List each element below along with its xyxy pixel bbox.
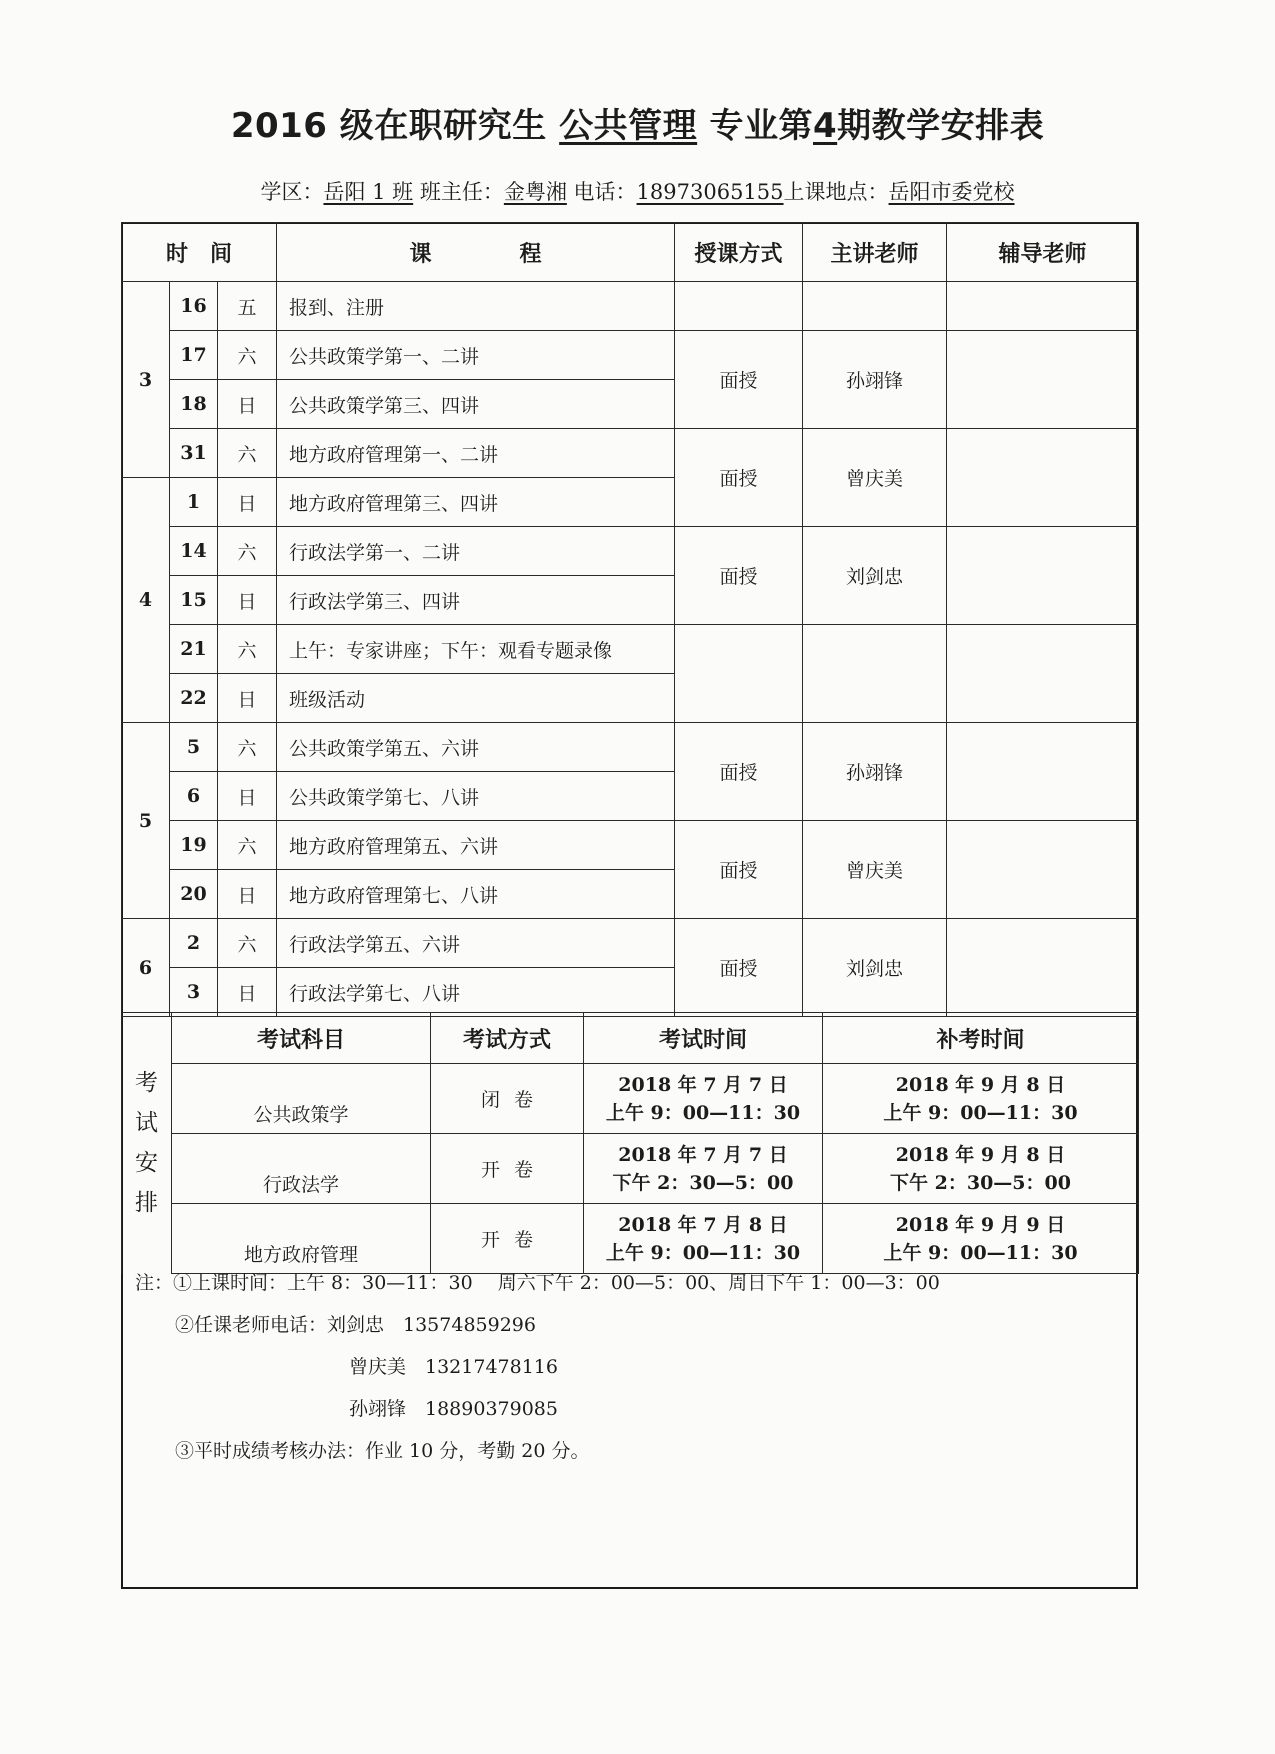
exam-time: 上午 9：00—11：30 xyxy=(605,1101,801,1124)
day-cell: 22 xyxy=(170,674,218,723)
makeup-datetime xyxy=(823,1064,1139,1134)
makeup-datetime xyxy=(823,1134,1139,1204)
day-cell: 1 xyxy=(170,478,218,527)
exam-datetime xyxy=(584,1064,823,1134)
lecturer-cell: 刘剑忠 xyxy=(803,919,947,1017)
exam-mode: 开卷 xyxy=(431,1134,584,1204)
header-tutor: 辅导老师 xyxy=(947,223,1139,282)
course-cell: 地方政府管理第一、二讲 xyxy=(277,429,675,478)
exam-time: 上午 9：00—11：30 xyxy=(605,1241,801,1264)
lecturer-cell xyxy=(803,282,947,331)
title-suffix: 期教学安排表 xyxy=(837,106,1045,146)
title-term: 4 xyxy=(812,106,838,146)
lecturer-cell: 曾庆美 xyxy=(803,821,947,919)
phone-value: 18973065155 xyxy=(636,180,784,204)
table-row xyxy=(122,723,1139,772)
course-cell: 公共政策学第三、四讲 xyxy=(277,380,675,429)
makeup-date: 2018 年 9 月 9 日 xyxy=(895,1213,1066,1236)
weekday-cell: 六 xyxy=(218,821,277,870)
lecturer-cell: 孙翊锋 xyxy=(803,723,947,821)
mode-cell: 面授 xyxy=(675,821,803,919)
day-cell: 17 xyxy=(170,331,218,380)
tutor-cell xyxy=(947,625,1139,723)
exam-subject: 公共政策学 xyxy=(172,1064,431,1134)
day-cell: 6 xyxy=(170,772,218,821)
exam-subject: 地方政府管理 xyxy=(172,1204,431,1274)
location-label: 上课地点： xyxy=(783,180,889,204)
head-value: 金粤湘 xyxy=(503,180,567,204)
exam-arrangement-table xyxy=(121,1012,1139,1274)
tutor-cell xyxy=(947,331,1139,429)
course-cell: 上午：专家讲座；下午：观看专题录像 xyxy=(277,625,675,674)
day-cell: 5 xyxy=(170,723,218,772)
teaching-schedule-table xyxy=(121,222,1139,1017)
weekday-cell: 日 xyxy=(218,772,277,821)
mode-cell: 面授 xyxy=(675,429,803,527)
exam-datetime xyxy=(584,1134,823,1204)
head-label: 班主任： xyxy=(419,180,504,204)
lecturer-cell: 曾庆美 xyxy=(803,429,947,527)
month-cell: 6 xyxy=(122,919,170,1017)
title-major: 公共管理 xyxy=(559,106,698,146)
lecturer-cell: 刘剑忠 xyxy=(803,527,947,625)
weekday-cell: 六 xyxy=(218,723,277,772)
tutor-cell xyxy=(947,723,1139,821)
weekday-cell: 六 xyxy=(218,429,277,478)
lecturer-cell: 孙翊锋 xyxy=(803,331,947,429)
weekday-cell: 六 xyxy=(218,919,277,968)
day-cell: 21 xyxy=(170,625,218,674)
table-row xyxy=(122,821,1139,870)
day-cell: 19 xyxy=(170,821,218,870)
phone-label: 电话： xyxy=(573,180,637,204)
exam-side-char: 考 xyxy=(135,1070,158,1097)
exam-row xyxy=(122,1134,1139,1204)
header-exam-subject: 考试科目 xyxy=(172,1013,431,1064)
course-cell: 行政法学第三、四讲 xyxy=(277,576,675,625)
course-cell: 地方政府管理第七、八讲 xyxy=(277,870,675,919)
mode-cell: 面授 xyxy=(675,331,803,429)
makeup-time: 上午 9：00—11：30 xyxy=(883,1101,1078,1124)
note-grading: ③平时成绩考核办法：作业 10 分，考勤 20 分。 xyxy=(175,1440,590,1462)
mode-cell: 面授 xyxy=(675,723,803,821)
course-cell: 行政法学第七、八讲 xyxy=(277,968,675,1017)
course-cell: 行政法学第一、二讲 xyxy=(277,527,675,576)
course-cell: 公共政策学第七、八讲 xyxy=(277,772,675,821)
exam-mode: 闭卷 xyxy=(431,1064,584,1134)
table-row xyxy=(122,625,1139,674)
page-title xyxy=(0,98,1275,147)
header-exam-mode: 考试方式 xyxy=(431,1013,584,1064)
course-cell: 地方政府管理第五、六讲 xyxy=(277,821,675,870)
exam-date: 2018 年 7 月 8 日 xyxy=(618,1213,788,1236)
weekday-cell: 五 xyxy=(218,282,277,331)
header-exam-time: 考试时间 xyxy=(584,1013,823,1064)
weekday-cell: 日 xyxy=(218,380,277,429)
makeup-date: 2018 年 9 月 8 日 xyxy=(895,1073,1066,1096)
mode-cell: 面授 xyxy=(675,527,803,625)
exam-header-row xyxy=(122,1013,1139,1064)
exam-subject: 行政法学 xyxy=(172,1134,431,1204)
exam-side-char: 排 xyxy=(135,1190,158,1217)
weekday-cell: 六 xyxy=(218,527,277,576)
weekday-cell: 日 xyxy=(218,870,277,919)
header-lecturer: 主讲老师 xyxy=(803,223,947,282)
month-cell: 5 xyxy=(122,723,170,919)
tutor-cell xyxy=(947,821,1139,919)
table-row xyxy=(122,282,1139,331)
course-cell: 公共政策学第五、六讲 xyxy=(277,723,675,772)
course-cell: 行政法学第五、六讲 xyxy=(277,919,675,968)
class-info xyxy=(0,176,1275,206)
exam-side-label xyxy=(122,1013,172,1274)
tutor-cell xyxy=(947,282,1139,331)
makeup-datetime xyxy=(823,1204,1139,1274)
weekday-cell: 日 xyxy=(218,674,277,723)
makeup-time: 下午 2：30—5：00 xyxy=(890,1171,1071,1194)
mode-cell xyxy=(675,625,803,723)
mode-cell: 面授 xyxy=(675,919,803,1017)
title-prefix: 2016 级在职研究生 xyxy=(230,106,547,146)
table-row xyxy=(122,919,1139,968)
course-cell: 班级活动 xyxy=(277,674,675,723)
tutor-cell xyxy=(947,429,1139,527)
exam-side-char: 试 xyxy=(135,1110,158,1137)
day-cell: 20 xyxy=(170,870,218,919)
day-cell: 18 xyxy=(170,380,218,429)
exam-row xyxy=(122,1204,1139,1274)
district-value: 岳阳 1 班 xyxy=(323,180,414,204)
day-cell: 2 xyxy=(170,919,218,968)
note-teacher-phone: 孙翊锋 18890379085 xyxy=(349,1398,558,1420)
makeup-time: 上午 9：00—11：30 xyxy=(883,1241,1078,1264)
table-row xyxy=(122,527,1139,576)
exam-date: 2018 年 7 月 7 日 xyxy=(618,1143,788,1166)
exam-mode: 开卷 xyxy=(431,1204,584,1274)
district-label: 学区： xyxy=(260,180,324,204)
exam-time: 下午 2：30—5：00 xyxy=(612,1171,794,1194)
exam-datetime xyxy=(584,1204,823,1274)
tutor-cell xyxy=(947,527,1139,625)
header-mode: 授课方式 xyxy=(675,223,803,282)
schedule-header-row xyxy=(122,223,1139,282)
tutor-cell xyxy=(947,919,1139,1017)
makeup-date: 2018 年 9 月 8 日 xyxy=(895,1143,1066,1166)
weekday-cell: 六 xyxy=(218,625,277,674)
exam-side-char: 安 xyxy=(135,1150,158,1177)
weekday-cell: 六 xyxy=(218,331,277,380)
course-cell: 报到、注册 xyxy=(277,282,675,331)
day-cell: 15 xyxy=(170,576,218,625)
exam-row xyxy=(122,1064,1139,1134)
weekday-cell: 日 xyxy=(218,478,277,527)
month-cell: 4 xyxy=(122,478,170,723)
day-cell: 31 xyxy=(170,429,218,478)
day-cell: 3 xyxy=(170,968,218,1017)
table-row xyxy=(122,331,1139,380)
course-cell: 地方政府管理第三、四讲 xyxy=(277,478,675,527)
month-cell: 3 xyxy=(122,282,170,478)
weekday-cell: 日 xyxy=(218,968,277,1017)
header-makeup-time: 补考时间 xyxy=(823,1013,1139,1064)
title-mid: 专业第 xyxy=(709,106,813,146)
day-cell: 16 xyxy=(170,282,218,331)
course-cell: 公共政策学第一、二讲 xyxy=(277,331,675,380)
note-teacher-phone: 曾庆美 13217478116 xyxy=(349,1356,558,1378)
mode-cell xyxy=(675,282,803,331)
note-class-hours: 注：①上课时间：上午 8：30—11：30 周六下午 2：00—5：00、周日下午 1：00—3：00 xyxy=(135,1272,940,1294)
exam-date: 2018 年 7 月 7 日 xyxy=(618,1073,788,1096)
lecturer-cell xyxy=(803,625,947,723)
note-teacher-phones: ②任课老师电话：刘剑忠 13574859296 xyxy=(175,1314,536,1336)
day-cell: 14 xyxy=(170,527,218,576)
location-value: 岳阳市委党校 xyxy=(888,180,1015,204)
header-time: 时 间 xyxy=(122,223,277,282)
header-course: 课 程 xyxy=(277,223,675,282)
weekday-cell: 日 xyxy=(218,576,277,625)
table-row xyxy=(122,429,1139,478)
